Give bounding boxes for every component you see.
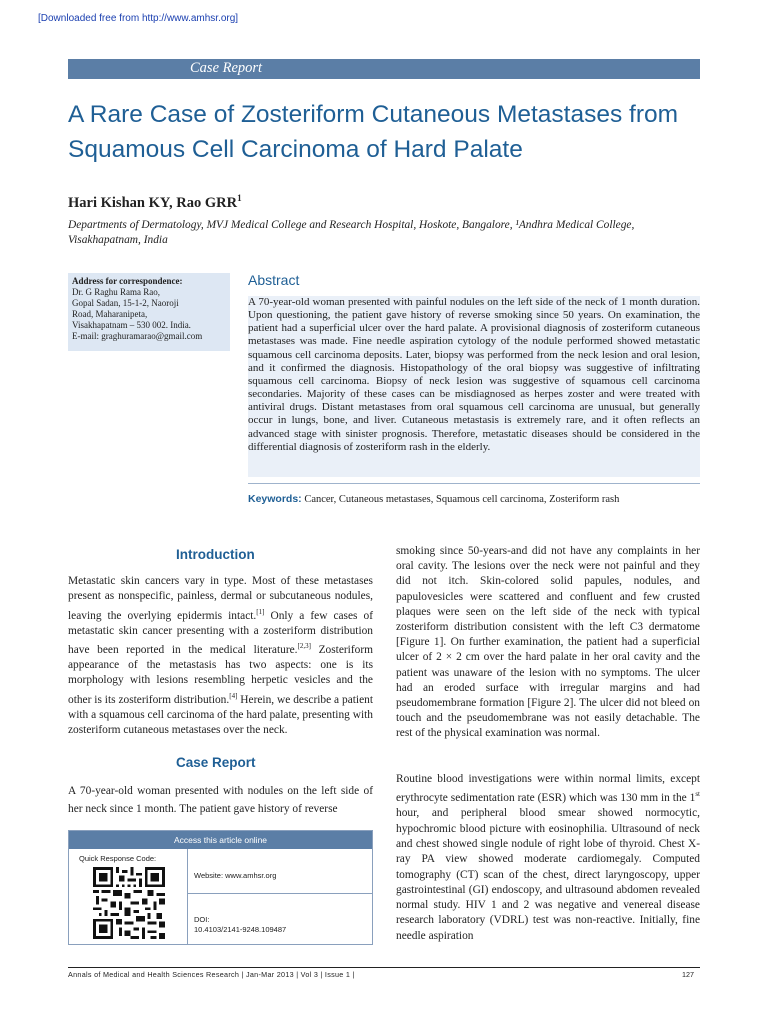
ordinal-sup: st [695,790,700,799]
keywords-text: Cancer, Cutaneous metastases, Squamous cell carcinoma, Zosteriform rash [304,494,620,505]
author-list [68,193,242,212]
intro-text: Herein, we describe a patient with a squamous cell carcinoma of the hard palate, presenting with zosteriform cutaneous metastases over the neck. [68,693,373,737]
doi-label: DOI: [194,915,210,924]
right-column-para-1: smoking since 50-years-and did not have any complaints in her oral cavity. The lesions over the neck were not painful and they did not itch. Skin-colored solid papules, nodules, and papulovesicles were scattered and confluent and few crusted plaques were seen on the left side of the neck with typical zosteriform distribution consistent with the left C3 dermatome [Figure 1]. On further examination, the patient had a superficial ulcer of 2 × 2 cm over the hard palate in her oral cavity and the patient was unaware of the lesion with no symptoms. The ulcer had an eroded surface with irregular margins and had pseudomembrane formation [Figure 2]. The ulcer did not bleed on touch and the pseudomembrane was not easily detachable. The rest of the physical examination was normal. [396,545,700,740]
correspondence-email: E-mail: graghuramarao@gmail.com [72,331,203,342]
correspondence-line: Visakhapatnam – 530 002. India. [72,320,191,331]
case-report-body: A 70-year-old woman presented with nodules on the left side of her neck since 1 month. The patient gave history of reverse [68,785,373,815]
introduction-body [68,574,373,738]
qr-label: Quick Response Code: [79,854,157,863]
abstract-text: A 70-year-old woman presented with painful nodules on the left side of the neck of 1 month duration. Upon questioning, the patient gave history of reverse smoking since 50 years. On examination, the patient had a superficial ulcer over the hard palate. A provisional diagnosis of zosteriform cutaneous metastases was made. Fine needle aspiration cytology of the nodule performed showed metastatic squamous cell carcinoma deposits. Later, biopsy was performed from the neck lesion and oral lesion, and it confirmed the diagnosis. Histopathology of the oral biopsy was suggestive of infiltrating squamous cell carcinoma. Biopsy of neck lesion was suggestive of squamous cell carcinoma secondaries. Majority of these cases can be misdiagnosed as herpes zoster and were treated with antiviral drugs. Distant metastases from oral squamous cell carcinoma are unusual, but generally occur in lungs, bone, and liver. Cutaneous metastasis is extremely rare, and it often reflects an advanced stage with sinister prognosis. Therefore, metastatic diseases should be considered in the differential diagnosis of zosteriform rash in the elderly. [248,296,700,453]
keywords-label: Keywords: [248,493,302,505]
right-col-text: Routine blood investigations were within normal limits, except erythrocyte sedimentation rate (ESR) which was 130 mm in the 1 [396,773,700,805]
abstract-heading: Abstract [248,272,300,288]
case-report-heading: Case Report [176,755,256,770]
intro-text: Only a few cases of metastatic skin cancer presenting with a zosteriform distribution have been reported in the medical literature. [68,609,373,656]
section-banner [68,59,700,79]
download-note: [Downloaded free from http://www.amhsr.org] [38,13,239,24]
website-link[interactable]: Website: www.amhsr.org [194,871,277,880]
footer-journal: Annals of Medical and Health Sciences Research | Jan-Mar 2013 | Vol 3 | Issue 1 | [68,970,355,979]
keywords [248,493,619,505]
intro-text: Metastatic skin cancers vary in type. Most of these metastases present as nonspecific, painless, dermal or subcutaneous nodules, leaving the overlying epidermis intact. [68,575,373,622]
access-header: Access this article online [69,831,372,849]
citation-ref[interactable]: [4] [229,691,238,700]
correspondence-label: Address for correspondence: [72,276,183,286]
access-horizontal-divider [187,893,373,894]
citation-ref[interactable]: [2,3] [297,641,311,650]
right-column-para-2 [396,772,700,944]
introduction-heading: Introduction [176,547,255,562]
correspondence-box [68,273,230,351]
page-number: 127 [682,970,694,979]
access-vertical-divider [187,849,188,945]
correspondence-line: Gopal Sadan, 15-1-2, Naoroji [72,298,179,309]
affiliation: Departments of Dermatology, MVJ Medical College and Research Hospital, Hoskote, Bangalore, ¹Andhra Medical College, Visakhapatnam, India [68,219,635,246]
correspondence-line: Road, Maharanipeta, [72,309,148,320]
section-label: Case Report [190,60,263,76]
abstract-body [248,296,700,477]
keywords-divider [248,483,700,484]
author-affil-sup: 1 [237,193,242,203]
intro-text: Zosteriform appearance of the metastasis has two aspects: one is its morphology with lesions resembling herpetic vesicles and the other is its zosteriform distribution. [68,643,373,706]
footer-rule [68,967,700,968]
access-article-box [68,830,373,945]
doi-value[interactable]: 10.4103/2141-9248.109487 [194,925,287,934]
qr-code-icon[interactable] [93,867,165,939]
correspondence-line: Dr. G Raghu Rama Rao, [72,287,160,298]
authors-text: Hari Kishan KY, Rao GRR [68,194,238,211]
article-title: A Rare Case of Zosteriform Cutaneous Metastases from Squamous Cell Carcinoma of Hard Palate [68,101,679,163]
right-col-text: hour, and peripheral blood smear showed normocytic, hypochromic blood picture with eosinophilia. Ultrasound of neck and chest showed single nodule of right lobe of thyroid. Chest X-ray PA view showed moderate cardiomegaly. Computed tomography (CT) scan of the chest, direct laryngoscopy, upper gastrointestinal (GI) endoscopy, and ultrasound abdomen revealed normal study. HIV 1 and 2 was negative and venereal disease research laboratory (VDRL) test was non-reactive. Initially, fine needle aspiration [396,807,700,942]
citation-ref[interactable]: [1] [256,607,265,616]
